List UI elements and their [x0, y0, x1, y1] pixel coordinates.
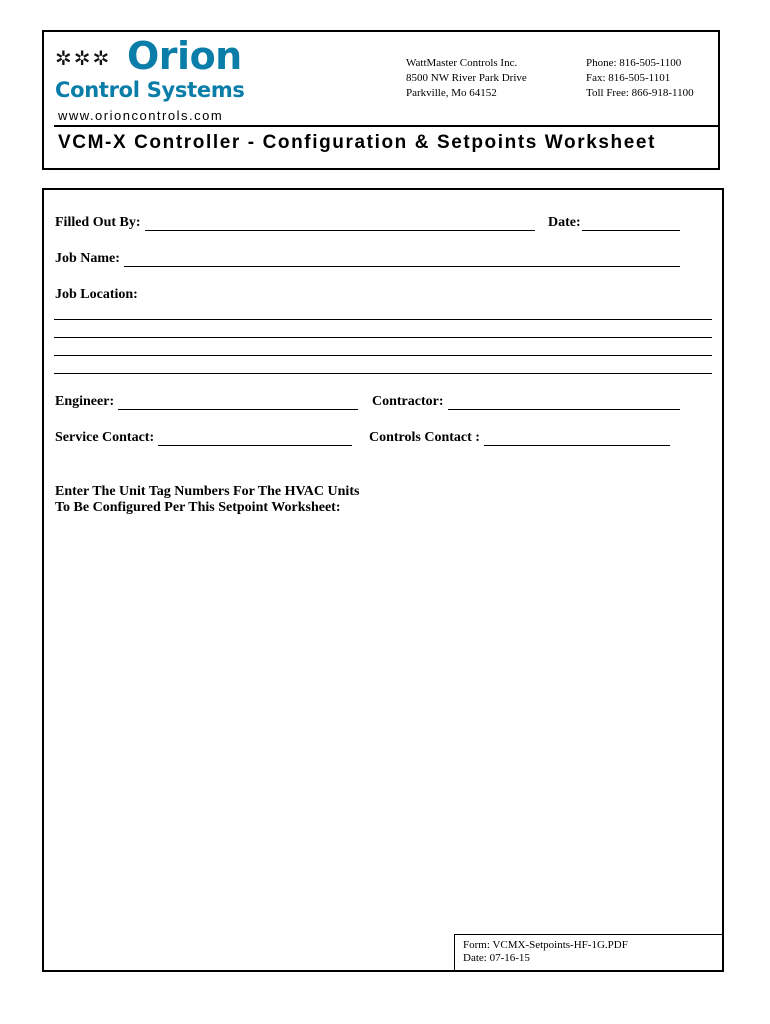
controls-contact-label: Controls Contact : — [369, 430, 480, 445]
logo-pinwheel-icon: ✲✲✲ — [55, 46, 112, 70]
form-date: Date: 07-16-15 — [463, 952, 530, 964]
phone: Phone: 816-505-1100 — [586, 57, 682, 69]
date-field — [548, 215, 680, 231]
instructions — [55, 484, 359, 516]
fax: Fax: 816-505-1101 — [586, 72, 671, 84]
job-name-label: Job Name: — [55, 251, 120, 266]
company-name: WattMaster Controls Inc. — [406, 57, 518, 69]
instructions-line1: Enter The Unit Tag Numbers For The HVAC Units — [55, 484, 360, 499]
logo-name: Orion — [127, 34, 242, 78]
contractor-label: Contractor: — [372, 394, 444, 409]
job-location-line[interactable] — [54, 373, 712, 374]
toll-free: Toll Free: 866-918-1100 — [586, 87, 694, 99]
job-location-label: Job Location: — [55, 287, 138, 302]
job-name-field — [55, 251, 680, 267]
logo-subtitle: Control Systems — [55, 78, 245, 102]
filled-out-by-blank[interactable] — [145, 216, 535, 231]
date-label: Date: — [548, 215, 581, 230]
instructions-line2: To Be Configured Per This Setpoint Worksheet: — [55, 500, 341, 515]
contractor-field — [372, 394, 680, 410]
job-name-blank[interactable] — [124, 252, 680, 267]
header-divider — [54, 125, 718, 127]
header-box — [42, 30, 720, 170]
company-address — [406, 56, 527, 101]
job-location-field — [55, 287, 138, 303]
filled-out-by-field — [55, 215, 535, 231]
controls-contact-field — [369, 430, 670, 446]
company-address-line1: 8500 NW River Park Drive — [406, 72, 527, 84]
engineer-field — [55, 394, 358, 410]
orion-logo — [55, 34, 275, 104]
date-blank[interactable] — [582, 216, 680, 231]
form-info-box — [454, 934, 722, 972]
form-id: Form: VCMX-Setpoints-HF-1G.PDF — [463, 939, 628, 951]
job-location-line[interactable] — [54, 319, 712, 320]
page-title: VCM-X Controller - Configuration & Setpoints Worksheet — [58, 132, 656, 153]
engineer-blank[interactable] — [118, 395, 358, 410]
job-location-line[interactable] — [54, 355, 712, 356]
worksheet-box — [42, 188, 724, 972]
company-address-line2: Parkville, Mo 64152 — [406, 87, 497, 99]
company-contact — [586, 56, 694, 101]
engineer-label: Engineer: — [55, 394, 115, 409]
controls-contact-blank[interactable] — [484, 431, 670, 446]
job-location-line[interactable] — [54, 337, 712, 338]
service-contact-field — [55, 430, 352, 446]
website: www.orioncontrols.com — [58, 108, 224, 123]
filled-out-by-label: Filled Out By: — [55, 215, 141, 230]
service-contact-blank[interactable] — [158, 431, 352, 446]
service-contact-label: Service Contact: — [55, 430, 155, 445]
contractor-blank[interactable] — [448, 395, 680, 410]
